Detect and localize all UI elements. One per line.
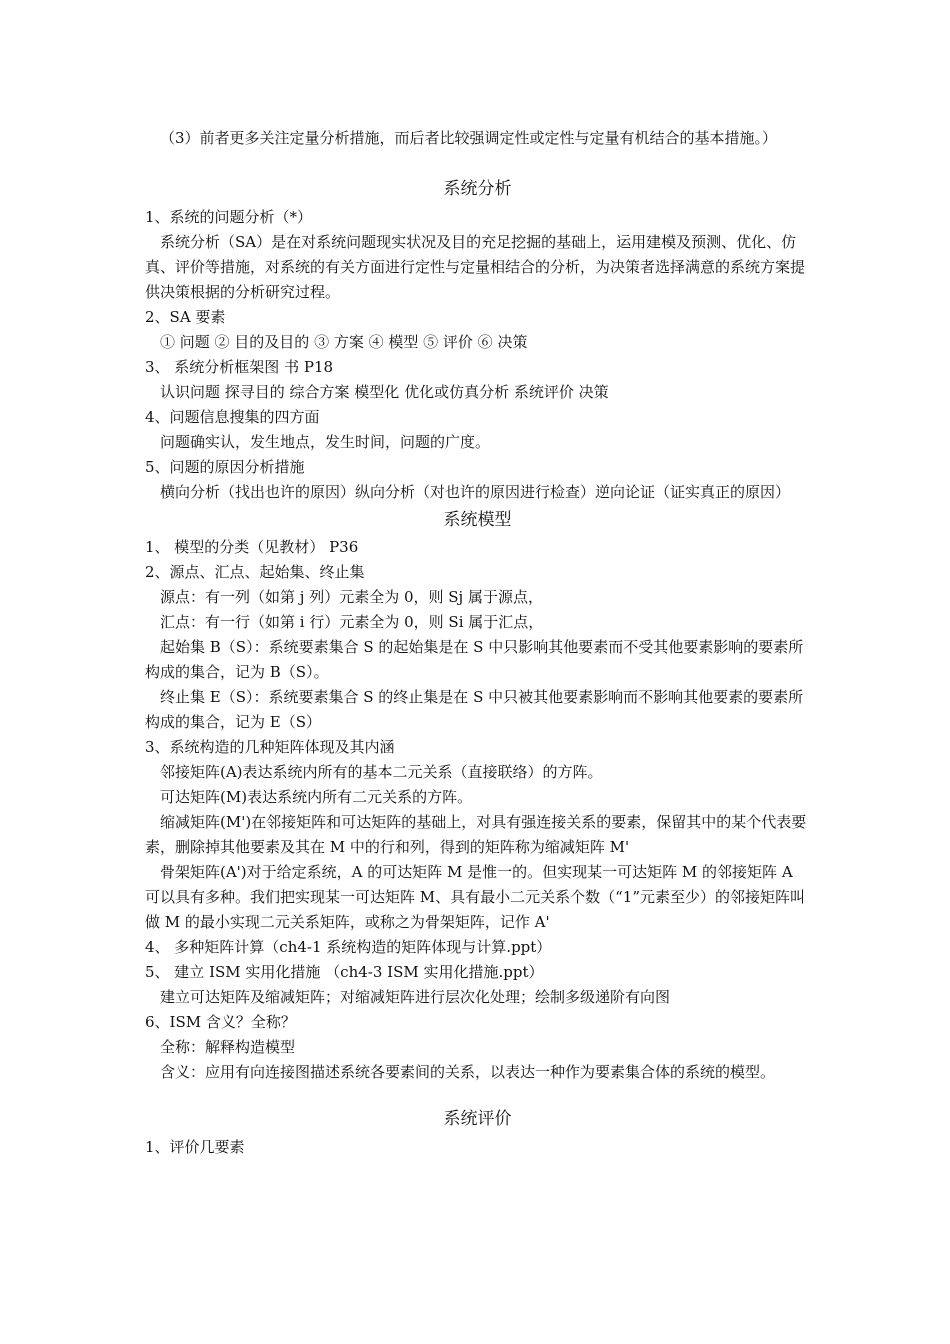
section-heading-system-evaluation: 系统评价 xyxy=(443,1109,512,1129)
paragraph-reduced-matrix: 缩减矩阵(M')在邻接矩阵和可达矩阵的基础上，对具有强连接关系的要素，保留其中的某个代表要素，删除掉其他要素及其在 M 中的行和列，得到的矩阵称为缩减矩阵 M' xyxy=(145,813,807,856)
paragraph-reachability-matrix: 可达矩阵(M)表达系统内所有二元关系的方阵。 xyxy=(160,788,473,806)
item-ism-methods: 5、 建立 ISM 实用化措施 （ch4-3 ISM 实用化措施.ppt） xyxy=(145,963,544,981)
paragraph-source-point: 源点：有一列（如第 j 列）元素全为 0，则 Sj 属于源点， xyxy=(160,588,543,606)
section-heading-system-model: 系统模型 xyxy=(443,510,512,530)
document-page xyxy=(145,126,810,1160)
item-framework: 3、 系统分析框架图 书 P18 xyxy=(145,358,334,376)
paragraph-ism-fullname: 全称：解释构造模型 xyxy=(160,1038,296,1056)
item-matrix-calculation: 4、 多种矩阵计算（ch4-1 系统构造的矩阵体现与计算.ppt） xyxy=(145,938,552,956)
paragraph-cause-methods: 横向分析（找出也许的原因）纵向分析（对也许的原因进行检查）逆向论证（证实真正的原因） xyxy=(160,483,791,501)
paragraph-comparison-note: （3）前者更多关注定量分析措施，而后者比较强调定性或定性与定量有机结合的基本措施。） xyxy=(160,129,778,147)
item-source-sink: 2、源点、汇点、起始集、终止集 xyxy=(145,563,365,581)
paragraph-framework-steps: 认识问题 探寻目的 综合方案 模型化 优化或仿真分析 系统评价 决策 xyxy=(160,383,609,401)
paragraph-sink-point: 汇点：有一行（如第 i 行）元素全为 0，则 Si 属于汇点， xyxy=(160,613,544,631)
item-sa-elements: 2、SA 要素 xyxy=(145,308,226,326)
paragraph-sa-definition: 系统分析（SA）是在对系统问题现实状况及目的充足挖掘的基础上，运用建模及预测、优化、仿真、评价等措施，对系统的有关方面进行定性与定量相结合的分析，为决策者选择满意的系统方案提供决策根据的分析研究过程。 xyxy=(145,233,806,301)
paragraph-info-aspects: 问题确实认，发生地点，发生时间，问题的广度。 xyxy=(160,433,491,451)
item-problem-analysis: 1、系统的问题分析（*） xyxy=(145,208,313,226)
item-evaluation-elements: 1、评价几要素 xyxy=(145,1138,245,1156)
item-ism-meaning: 6、ISM 含义？全称？ xyxy=(145,1013,296,1031)
item-info-collection: 4、问题信息搜集的四方面 xyxy=(145,408,320,426)
paragraph-ism-steps: 建立可达矩阵及缩减矩阵；对缩减矩阵进行层次化处理；绘制多级递阶有向图 xyxy=(160,988,671,1006)
item-model-classification: 1、 模型的分类（见教材） P36 xyxy=(145,538,359,556)
item-matrix-forms: 3、系统构造的几种矩阵体现及其内涵 xyxy=(145,738,395,756)
paragraph-sa-elements-list: ① 问题 ② 目的及目的 ③ 方案 ④ 模型 ⑤ 评价 ⑥ 决策 xyxy=(160,333,528,351)
paragraph-end-set: 终止集 E（S）：系统要素集合 S 的终止集是在 S 中只被其他要素影响而不影响其他要素的要素所构成的集合，记为 E（S） xyxy=(145,688,804,731)
paragraph-ism-definition: 含义：应用有向连接图描述系统各要素间的关系，以表达一种作为要素集合体的系统的模型。 xyxy=(160,1063,776,1081)
paragraph-skeleton-matrix: 骨架矩阵(A')对于给定系统，A 的可达矩阵 M 是惟一的。但实现某一可达矩阵 M 的邻接矩阵 A 可以具有多种。我们把实现某一可达矩阵 M、具有最小二元关系个数（“1”元素至少）的邻接矩阵叫做 M 的最小实现二元关系矩阵，或称之为骨架矩阵，记作 A' xyxy=(145,863,806,931)
paragraph-adjacency-matrix: 邻接矩阵(A)表达系统内所有的基本二元关系（直接联络）的方阵。 xyxy=(160,763,603,781)
paragraph-start-set: 起始集 B（S）：系统要素集合 S 的起始集是在 S 中只影响其他要素而不受其他要素影响的要素所构成的集合，记为 B（S）。 xyxy=(145,638,804,681)
section-heading-system-analysis: 系统分析 xyxy=(443,179,512,199)
item-cause-analysis: 5、问题的原因分析措施 xyxy=(145,458,305,476)
